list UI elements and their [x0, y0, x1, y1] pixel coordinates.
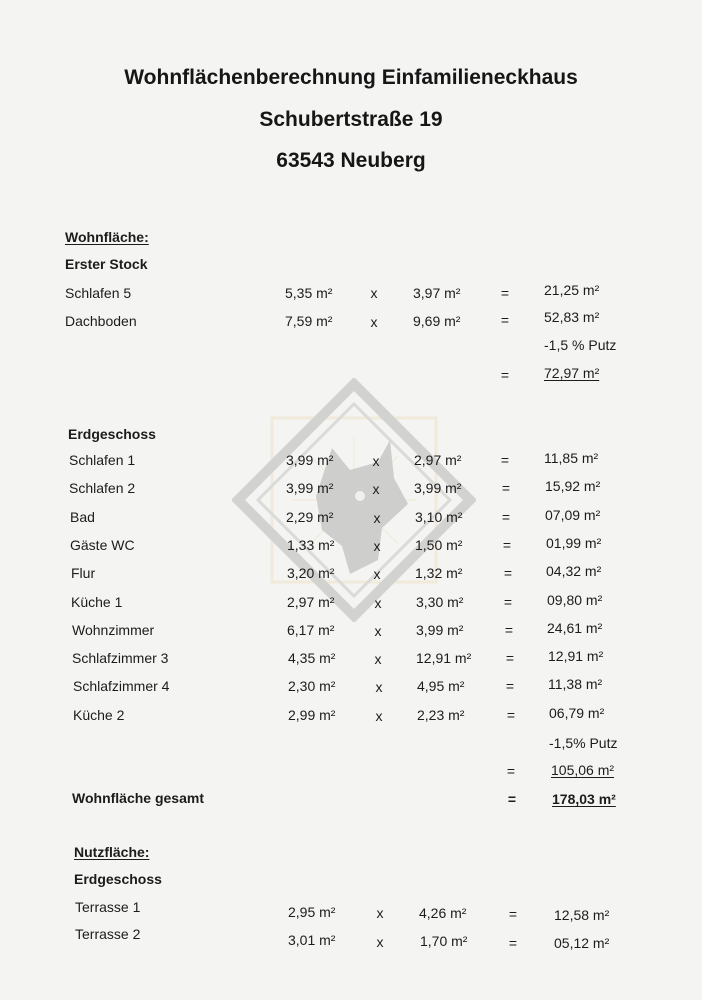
equals-sign: =: [501, 480, 511, 496]
area-result: 06,79 m²: [549, 705, 605, 721]
equals-sign: =: [505, 650, 515, 666]
fox-logo-icon: [232, 378, 476, 622]
width-value: 1,70 m²: [420, 933, 468, 949]
multiply-sign: x: [372, 481, 380, 497]
putz-deduction: -1,5% Putz: [549, 735, 618, 751]
erster-stock-total: 72,97 m²: [544, 365, 600, 381]
equals-sign: =: [505, 678, 515, 694]
multiply-sign: x: [370, 285, 378, 301]
width-value: 2,23 m²: [417, 707, 465, 723]
equals-sign: =: [500, 367, 510, 383]
equals-sign: =: [500, 452, 510, 468]
equals-sign: =: [506, 763, 516, 779]
equals-sign: =: [508, 906, 518, 922]
width-value: 1,50 m²: [415, 537, 463, 553]
multiply-sign: x: [376, 905, 384, 921]
equals-sign: =: [504, 622, 514, 638]
multiply-sign: x: [374, 651, 382, 667]
area-result: 09,80 m²: [547, 592, 603, 608]
nutzflaeche-heading: Nutzfläche:: [74, 844, 150, 860]
equals-sign: =: [506, 707, 516, 723]
erster-stock-heading: Erster Stock: [65, 256, 148, 272]
length-value: 4,35 m²: [288, 650, 336, 666]
width-value: 3,99 m²: [416, 622, 464, 638]
multiply-sign: x: [374, 623, 382, 639]
length-value: 3,99 m²: [286, 452, 334, 468]
area-result: 21,25 m²: [544, 282, 600, 298]
length-value: 5,35 m²: [285, 285, 333, 301]
multiply-sign: x: [373, 538, 381, 554]
wohnflaeche-gesamt-value: 178,03 m²: [552, 791, 616, 807]
room-name: Terrasse 2: [75, 926, 141, 942]
room-name: Küche 2: [73, 707, 125, 723]
width-value: 3,10 m²: [415, 509, 463, 525]
width-value: 3,99 m²: [414, 480, 462, 496]
length-value: 7,59 m²: [285, 313, 333, 329]
length-value: 2,97 m²: [287, 594, 335, 610]
area-result: 12,58 m²: [554, 907, 610, 923]
room-name: Schlafen 1: [69, 452, 136, 468]
erdgeschoss-heading: Erdgeschoss: [68, 426, 156, 442]
room-name: Wohnzimmer: [72, 622, 155, 638]
equals-sign: =: [503, 594, 513, 610]
multiply-sign: x: [373, 510, 381, 526]
area-result: 05,12 m²: [554, 935, 610, 951]
width-value: 3,97 m²: [413, 285, 461, 301]
length-value: 3,20 m²: [287, 565, 335, 581]
room-name: Schlafen 2: [69, 480, 136, 496]
room-name: Schlafen 5: [65, 285, 132, 301]
width-value: 1,32 m²: [415, 565, 463, 581]
area-result: 11,85 m²: [544, 450, 599, 466]
equals-sign: =: [502, 537, 512, 553]
length-value: 2,30 m²: [288, 678, 336, 694]
equals-sign: =: [500, 285, 510, 301]
multiply-sign: x: [374, 595, 382, 611]
equals-sign: =: [507, 791, 517, 807]
equals-sign: =: [508, 935, 518, 951]
area-result: 01,99 m²: [546, 535, 602, 551]
area-result: 07,09 m²: [545, 507, 601, 523]
nutzflaeche-erdgeschoss-heading: Erdgeschoss: [74, 871, 162, 887]
width-value: 12,91 m²: [416, 650, 472, 666]
multiply-sign: x: [370, 314, 378, 330]
length-value: 3,99 m²: [286, 480, 334, 496]
width-value: 4,95 m²: [417, 678, 465, 694]
room-name: Terrasse 1: [75, 899, 141, 915]
length-value: 6,17 m²: [287, 622, 335, 638]
wohnflaeche-heading: Wohnfläche:: [65, 229, 149, 245]
erdgeschoss-total: 105,06 m²: [551, 762, 615, 778]
address-city: 63543 Neuberg: [276, 149, 426, 172]
width-value: 3,30 m²: [416, 594, 464, 610]
area-result: 24,61 m²: [547, 620, 603, 636]
length-value: 2,95 m²: [288, 904, 336, 920]
equals-sign: =: [503, 565, 513, 581]
room-name: Schlafzimmer 4: [73, 678, 170, 694]
area-result: 52,83 m²: [544, 309, 600, 325]
room-name: Schlafzimmer 3: [72, 650, 169, 666]
room-name: Flur: [71, 565, 96, 581]
length-value: 1,33 m²: [287, 537, 335, 553]
room-name: Bad: [70, 509, 95, 525]
multiply-sign: x: [373, 566, 381, 582]
multiply-sign: x: [375, 708, 383, 724]
equals-sign: =: [501, 509, 511, 525]
length-value: 3,01 m²: [288, 932, 336, 948]
document-title: Wohnflächenberechnung Einfamilieneckhaus: [124, 66, 578, 89]
length-value: 2,29 m²: [286, 509, 334, 525]
area-result: 11,38 m²: [548, 676, 603, 692]
putz-deduction: -1,5 % Putz: [544, 337, 617, 353]
equals-sign: =: [500, 312, 510, 328]
room-name: Küche 1: [71, 594, 123, 610]
multiply-sign: x: [376, 934, 384, 950]
width-value: 9,69 m²: [413, 313, 461, 329]
address-street: Schubertstraße 19: [259, 108, 443, 131]
multiply-sign: x: [372, 453, 380, 469]
area-result: 12,91 m²: [548, 648, 604, 664]
width-value: 4,26 m²: [419, 905, 467, 921]
wohnflaeche-gesamt-label: Wohnfläche gesamt: [72, 790, 204, 806]
room-name: Dachboden: [65, 313, 137, 329]
multiply-sign: x: [375, 679, 383, 695]
width-value: 2,97 m²: [414, 452, 462, 468]
room-name: Gäste WC: [70, 537, 135, 553]
area-result: 15,92 m²: [545, 478, 601, 494]
length-value: 2,99 m²: [288, 707, 336, 723]
area-result: 04,32 m²: [546, 563, 602, 579]
